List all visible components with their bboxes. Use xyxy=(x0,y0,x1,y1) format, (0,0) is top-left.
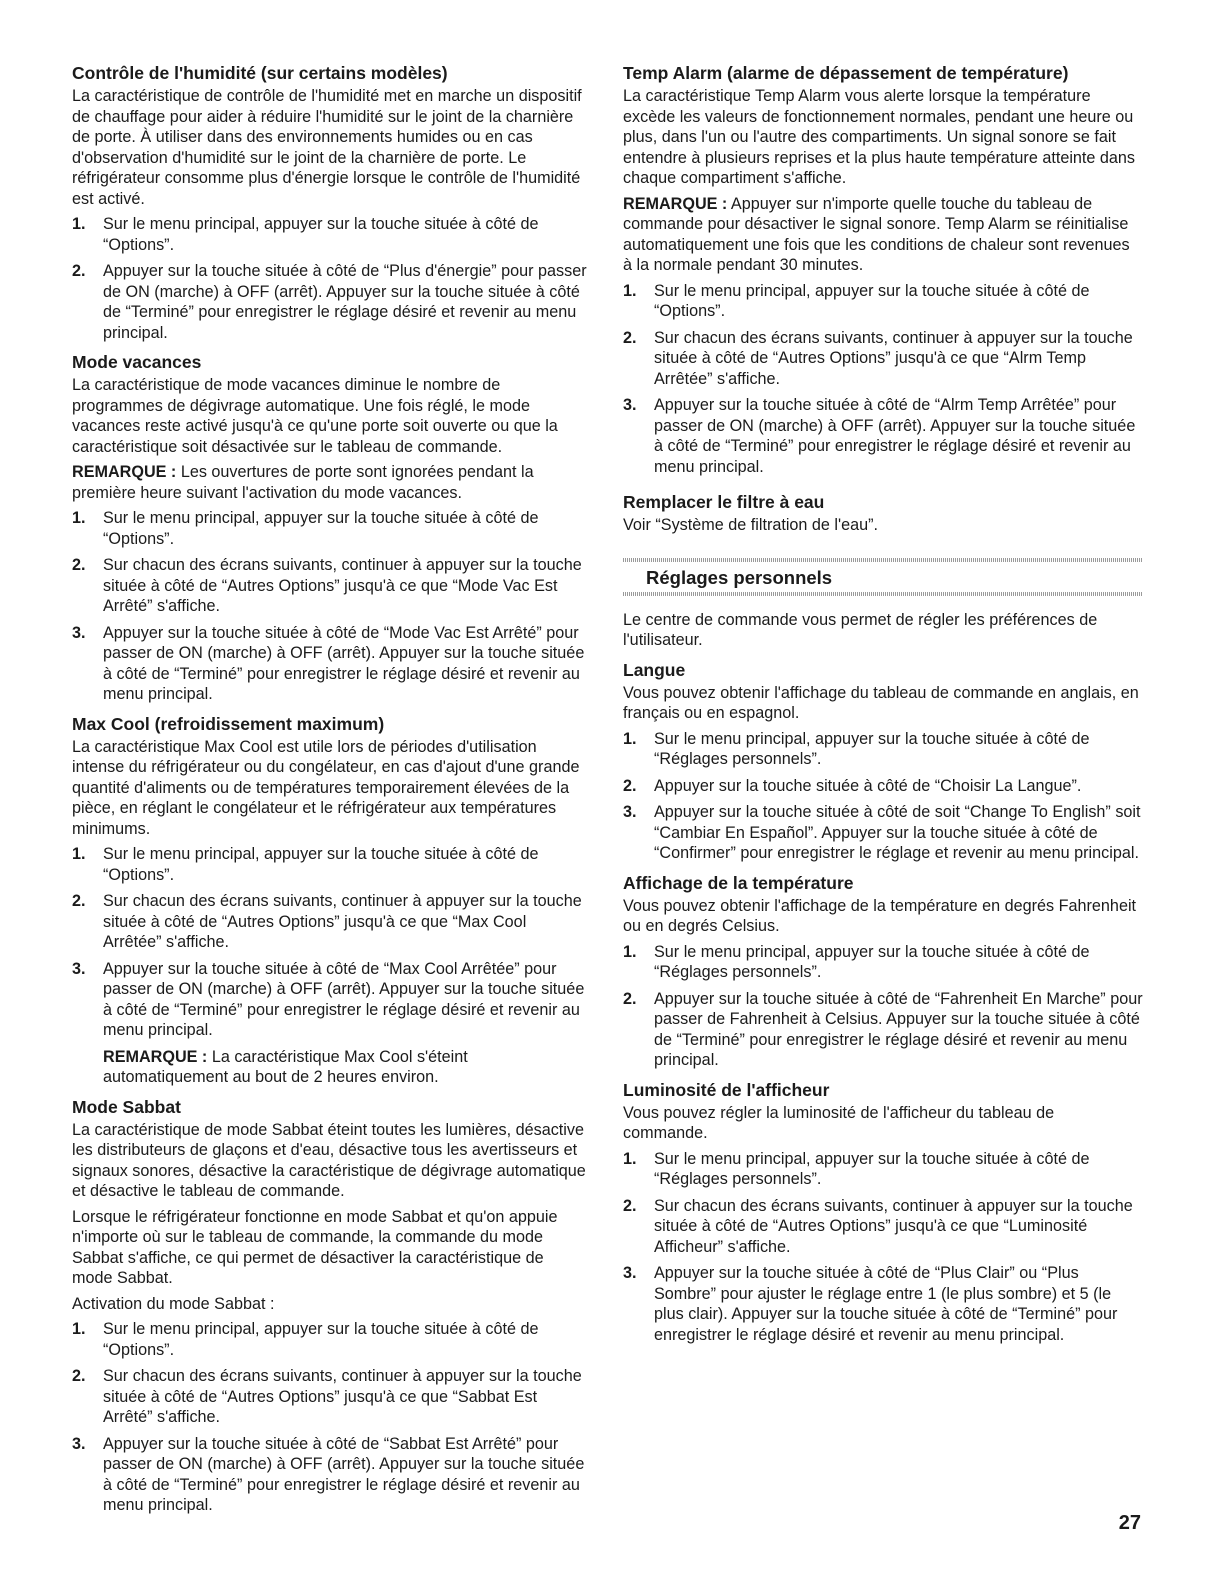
step-text: Sur le menu principal, appuyer sur la touche située à côté de “Options”. xyxy=(654,281,1090,320)
section-title: Réglages personnels xyxy=(646,566,833,588)
vacation-body: La caractéristique de mode vacances diminue le nombre de programmes de dégivrage automatique. Une fois réglé, le mode vacances reste activé jusqu'à ce qu'une porte soit ouverte ou que la caractéristique soit désactivée sur le tableau de commande. xyxy=(72,376,558,456)
list-item xyxy=(623,1263,1143,1345)
list-item xyxy=(72,959,588,1088)
sabbath-steps xyxy=(72,1319,588,1516)
filter-heading: Remplacer le filtre à eau xyxy=(623,492,825,512)
note-label: REMARQUE : xyxy=(72,463,177,481)
brightness-steps xyxy=(623,1149,1143,1346)
step-number: 1. xyxy=(623,729,637,748)
step-text: Sur chacun des écrans suivants, continuer à appuyer sur la touche située à côté de “Autres Options” jusqu'à ce que “Max Cool Arrêtée” s'affiche. xyxy=(103,892,582,951)
list-item xyxy=(623,281,1143,322)
list-item xyxy=(72,1434,588,1516)
step-text: Appuyer sur la touche située à côté de “Alrm Temp Arrêtée” pour passer de ON (marche) à OFF (arrêt). Appuyer sur la touche située à côté de “Terminé” pour enregistrer le réglage désiré et revenir au menu principal. xyxy=(654,396,1136,476)
step-number: 1. xyxy=(623,281,637,300)
step-text: Appuyer sur la touche située à côté de “Sabbat Est Arrêté” pour passer de ON (marche) à OFF (arrêt). Appuyer sur la touche située à côté de “Terminé” pour enregistrer le réglage désiré et revenir au menu principal. xyxy=(103,1434,585,1514)
step-text: Appuyer sur la touche située à côté de “Choisir La Langue”. xyxy=(654,776,1082,795)
step-text: Appuyer sur la touche située à côté de “Fahrenheit En Marche” pour passer de Fahrenheit à Celsius. Appuyer sur la touche située à côté de “Terminé” pour enregistrer le réglage désiré et revenir au menu principal. xyxy=(654,989,1143,1069)
list-item xyxy=(623,802,1143,864)
step-text: Sur chacun des écrans suivants, continuer à appuyer sur la touche située à côté de “Autres Options” jusqu'à ce que “Sabbat Est Arrêté” s'affiche. xyxy=(103,1367,582,1426)
brightness-body: Vous pouvez régler la luminosité de l'afficheur du tableau de commande. xyxy=(623,1103,1055,1142)
step-number: 2. xyxy=(72,556,86,574)
step-number: 3. xyxy=(72,959,86,978)
step-number: 1. xyxy=(72,215,86,233)
list-item xyxy=(623,328,1143,390)
step-text: Appuyer sur la touche située à côté de “Plus Clair” ou “Plus Sombre” pour ajuster le réglage entre 1 (le plus sombre) et 5 (le plus clair). Appuyer sur la touche située à côté de “Terminé” pour enregistrer le réglage désiré et revenir au menu principal. xyxy=(654,1264,1118,1344)
step-text: Sur chacun des écrans suivants, continuer à appuyer sur la touche située à côté de “Autres Options” jusqu'à ce que “Mode Vac Est Arrêté” s'affiche. xyxy=(103,556,582,615)
step-text: Sur le menu principal, appuyer sur la touche située à côté de “Options”. xyxy=(103,1320,539,1359)
humidity-heading: Contrôle de l'humidité (sur certains modèles) xyxy=(72,63,448,83)
maxcool-body: La caractéristique Max Cool est utile lors de périodes d'utilisation intense du réfrigérateur ou du congélateur, en cas d'ajout d'une grande quantité d'aliments ou de températures temporairement élevées de la pièce, en réglant le congélateur et le réfrigérateur aux températures minimums. xyxy=(72,737,580,838)
step-number: 3. xyxy=(72,1434,86,1453)
note-text: La caractéristique Max Cool s'éteint automatiquement au bout de 2 heures environ. xyxy=(103,1047,468,1086)
step-number: 2. xyxy=(623,328,637,347)
vacation-note xyxy=(72,462,588,503)
vacation-heading: Mode vacances xyxy=(72,352,202,372)
sabbath-body-2: Lorsque le réfrigérateur fonctionne en mode Sabbat et qu'on appuie n'importe où sur le tableau de commande, la commande du mode Sabbat s'affiche, ce qui permet de désactiver la caractéristique de mode Sabbat. xyxy=(72,1207,558,1287)
section-banner xyxy=(623,558,1143,596)
humidity-steps xyxy=(72,214,588,343)
step-number: 1. xyxy=(623,942,637,961)
list-item xyxy=(623,395,1143,477)
step-text: Sur le menu principal, appuyer sur la touche située à côté de “Options”. xyxy=(103,509,539,548)
maxcool-heading: Max Cool (refroidissement maximum) xyxy=(72,713,385,734)
step-text: Appuyer sur la touche située à côté de “Mode Vac Est Arrêté” pour passer de ON (marche) à OFF (arrêt). Appuyer sur la touche située à côté de “Terminé” pour enregistrer le réglage désiré et revenir au menu principal. xyxy=(103,623,585,703)
tempalarm-heading: Temp Alarm (alarme de dépassement de température) xyxy=(623,63,1069,83)
sabbath-activation: Activation du mode Sabbat : xyxy=(72,1294,275,1313)
humidity-body: La caractéristique de contrôle de l'humidité met en marche un dispositif de chauffage pour aider à réduire l'humidité sur le joint de la charnière de porte. À utiliser dans des environnements humides ou en cas d'observation d'humidité sur le joint de la charnière de porte. Le réfrigérateur consomme plus d'énergie lorsque le contrôle de l'humidité est activé. xyxy=(72,87,582,208)
list-item xyxy=(623,729,1143,770)
step-text: Sur le menu principal, appuyer sur la touche située à côté de “Réglages personnels”. xyxy=(654,942,1090,981)
personal-body: Le centre de commande vous permet de régler les préférences de l'utilisateur. xyxy=(623,610,1098,649)
language-body: Vous pouvez obtenir l'affichage du tableau de commande en anglais, en français ou en espagnol. xyxy=(623,683,1139,722)
step-number: 2. xyxy=(623,989,637,1008)
step-text: Sur le menu principal, appuyer sur la touche située à côté de “Réglages personnels”. xyxy=(654,1149,1090,1188)
list-item xyxy=(72,261,588,343)
tempalarm-steps xyxy=(623,281,1143,478)
step-number: 1. xyxy=(623,1149,637,1168)
step-number: 1. xyxy=(72,509,86,527)
step-number: 3. xyxy=(623,396,637,414)
step-text: Sur le menu principal, appuyer sur la touche située à côté de “Options”. xyxy=(103,215,539,254)
list-item xyxy=(623,942,1143,983)
step-text: Sur chacun des écrans suivants, continuer à appuyer sur la touche située à côté de “Autres Options” jusqu'à ce que “Alrm Temp Arrêtée” s'affiche. xyxy=(654,328,1133,388)
tempdisplay-heading: Affichage de la température xyxy=(623,872,854,893)
sabbath-body-1: La caractéristique de mode Sabbat éteint toutes les lumières, désactive les distributeurs de glaçons et d'eau, désactive tous les avertisseurs et signaux sonores, désactive la caractéristique de dégivrage automatique et désactive le tableau de commande. xyxy=(72,1120,586,1200)
note-text: Appuyer sur n'importe quelle touche du tableau de commande pour désactiver le signal sonore. Temp Alarm se réinitialise automatiquement une fois que les conditions de chaleur sont revenues à la normale pendant 30 minutes. xyxy=(623,194,1130,274)
step-number: 1. xyxy=(72,845,86,863)
step-number: 2. xyxy=(623,776,637,795)
list-item xyxy=(72,555,588,617)
step-text: Appuyer sur la touche située à côté de “Max Cool Arrêtée” pour passer de ON (marche) à OFF (arrêt). Appuyer sur la touche située à côté de “Terminé” pour enregistrer le réglage désiré et revenir au menu principal. xyxy=(103,959,585,1039)
step-text: Sur chacun des écrans suivants, continuer à appuyer sur la touche située à côté de “Autres Options” jusqu'à ce que “Luminosité Afficheur” s'affiche. xyxy=(654,1196,1133,1256)
step-number: 2. xyxy=(72,892,86,910)
tempdisplay-steps xyxy=(623,942,1143,1071)
list-item xyxy=(623,989,1143,1071)
dotted-rule xyxy=(623,558,1143,562)
tempalarm-body: La caractéristique Temp Alarm vous alerte lorsque la température excède les valeurs de fonctionnement normales, pendant une heure ou plus, dans l'un ou l'autre des compartiments. Un signal sonore se fait entendre à plusieurs reprises et la plus haute température atteinte dans chaque compartiment s'affiche. xyxy=(623,87,1136,187)
step-number: 3. xyxy=(623,803,637,821)
step-text: Appuyer sur la touche située à côté de “Plus d'énergie” pour passer de ON (marche) à OFF (arrêt). Appuyer sur la touche située à côté de “Terminé” pour enregistrer le réglage désiré et revenir au menu principal. xyxy=(103,262,587,342)
step-number: 2. xyxy=(72,1367,86,1385)
filter-body: Voir “Système de filtration de l'eau”. xyxy=(623,516,879,534)
dotted-rule xyxy=(623,592,1143,596)
step-text: Sur le menu principal, appuyer sur la touche située à côté de “Options”. xyxy=(103,845,539,884)
list-item xyxy=(72,1366,588,1428)
step-text: Sur le menu principal, appuyer sur la touche située à côté de “Réglages personnels”. xyxy=(654,729,1090,768)
list-item xyxy=(623,1196,1143,1258)
list-item xyxy=(72,508,588,549)
list-item xyxy=(623,1149,1143,1190)
list-item xyxy=(72,214,588,255)
step-number: 3. xyxy=(72,623,86,642)
right-column xyxy=(623,62,1143,1351)
step-number: 1. xyxy=(72,1320,86,1338)
brightness-heading: Luminosité de l'afficheur xyxy=(623,1079,830,1100)
maxcool-steps xyxy=(72,844,588,1088)
note-label: REMARQUE : xyxy=(103,1047,208,1066)
left-column xyxy=(72,62,588,1522)
language-heading: Langue xyxy=(623,659,686,680)
list-item xyxy=(72,891,588,953)
step-text: Appuyer sur la touche située à côté de soit “Change To English” soit “Cambiar En Español”. Appuyer sur la touche située à côté de “Confirmer” pour enregistrer le réglage et revenir au menu principal. xyxy=(654,803,1141,862)
list-item xyxy=(72,1319,588,1360)
tempdisplay-body: Vous pouvez obtenir l'affichage de la température en degrés Fahrenheit ou en degrés Celsius. xyxy=(623,896,1137,935)
note-text: Les ouvertures de porte sont ignorées pendant la première heure suivant l'activation du mode vacances. xyxy=(72,463,534,502)
vacation-steps xyxy=(72,508,588,705)
list-item xyxy=(72,623,588,705)
language-steps xyxy=(623,729,1143,864)
step-number: 2. xyxy=(72,262,86,280)
list-item xyxy=(72,844,588,885)
tempalarm-note xyxy=(623,194,1143,276)
sabbath-heading: Mode Sabbat xyxy=(72,1096,181,1117)
maxcool-note xyxy=(103,1047,588,1088)
note-label: REMARQUE : xyxy=(623,194,728,213)
step-number: 2. xyxy=(623,1196,637,1215)
step-number: 3. xyxy=(623,1264,637,1282)
page-number: 27 xyxy=(1118,1512,1141,1534)
list-item xyxy=(623,776,1143,797)
